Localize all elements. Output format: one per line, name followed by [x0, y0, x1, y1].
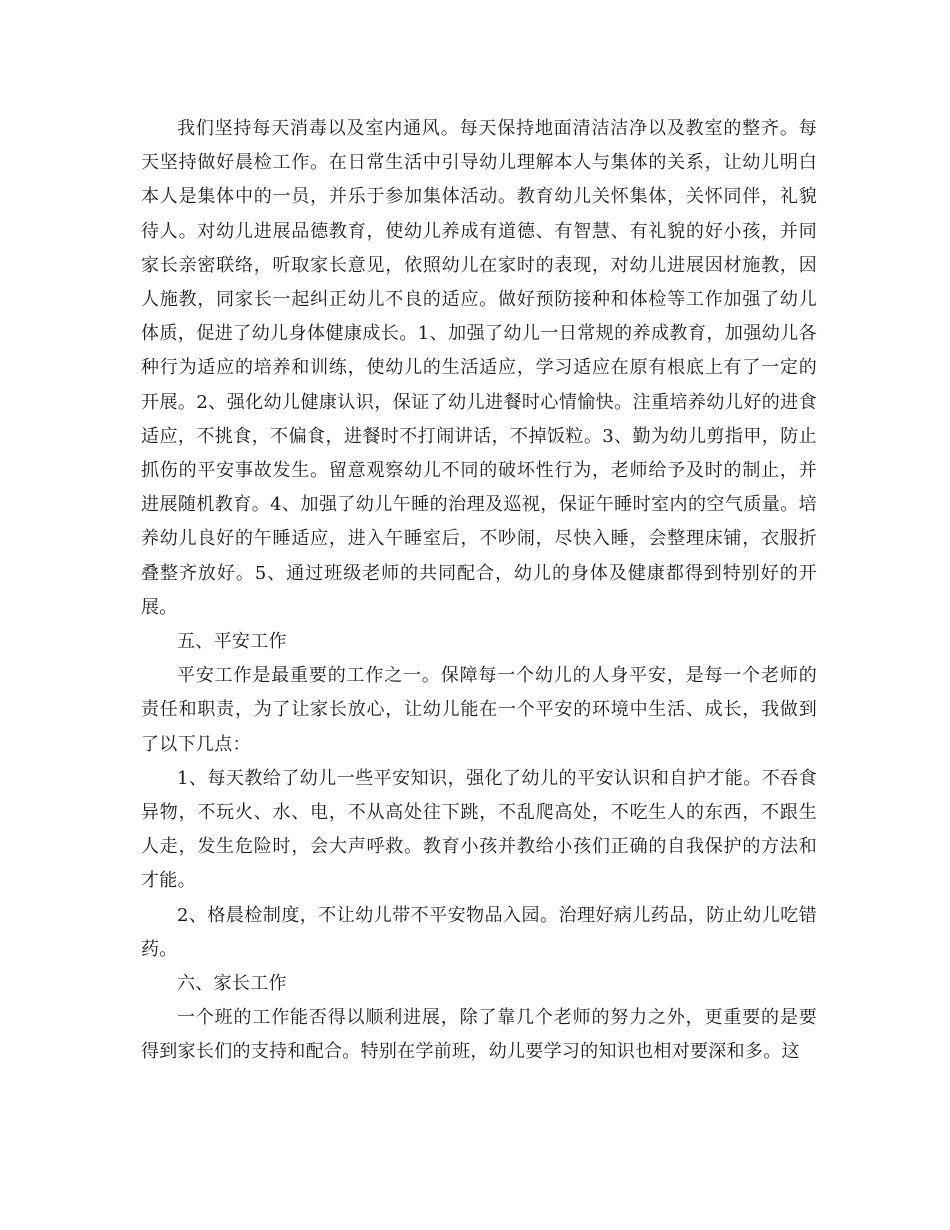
paragraph-safety-intro: 平安工作是最重要的工作之一。保障每一个幼儿的人身平安，是每一个老师的责任和职责，为了让家长放心，让幼儿能在一个平安的环境中生活、成长，我做到了以下几点：: [141, 665, 817, 755]
document-page: [141, 112, 817, 1070]
paragraph-safety-point-1: 1、每天教给了幼儿一些平安知识，强化了幼儿的平安认识和自护才能。不吞食异物，不玩火、水、电，不从高处往下跳，不乱爬高处，不吃生人的东西，不跟生人走，发生危险时，会大声呼救。教育小孩并教给小孩们正确的自我保护的方法和才能。: [141, 767, 817, 892]
section-heading-safety: 五、平安工作: [177, 631, 287, 653]
section-heading-parents: 六、家长工作: [177, 973, 287, 995]
paragraph-parents-intro: 一个班的工作能否得以顺利进展，除了靠几个老师的努力之外，更重要的是要得到家长们的支持和配合。特别在学前班，幼儿要学习的知识也相对要深和多。这: [141, 1007, 817, 1063]
paragraph-safety-point-2: 2、格晨检制度，不让幼儿带不平安物品入园。治理好病儿药品，防止幼儿吃错药。: [141, 904, 817, 960]
paragraph-health-care: 我们坚持每天消毒以及室内通风。每天保持地面清洁洁净以及教室的整齐。每天坚持做好晨检工作。在日常生活中引导幼儿理解本人与集体的关系，让幼儿明白本人是集体中的一员，并乐于参加集体活动。教育幼儿关怀集体，关怀同伴，礼貌待人。对幼儿进展品德教育，使幼儿养成有道德、有智慧、有礼貌的好小孩，并同家长亲密联络，听取家长意见，依照幼儿在家时的表现，对幼儿进展因材施教，因人施教，同家长一起纠正幼儿不良的适应。做好预防接种和体检等工作加强了幼儿体质，促进了幼儿身体健康成长。1、加强了幼儿一日常规的养成教育，加强幼儿各种行为适应的培养和训练，使幼儿的生活适应，学习适应在原有根底上有了一定的开展。2、强化幼儿健康认识，保证了幼儿进餐时心情愉快。注重培养幼儿好的进食适应，不挑食，不偏食，进餐时不打闹讲话，不掉饭粒。3、勤为幼儿剪指甲，防止抓伤的平安事故发生。留意观察幼儿不同的破坏性行为，老师给予及时的制止，并进展随机教育。4、加强了幼儿午睡的治理及巡视，保证午睡时室内的空气质量。培养幼儿良好的午睡适应，进入午睡室后，不吵闹，尽快入睡，会整理床铺，衣服折叠整齐放好。5、通过班级老师的共同配合，幼儿的身体及健康都得到特别好的开展。: [141, 118, 817, 618]
